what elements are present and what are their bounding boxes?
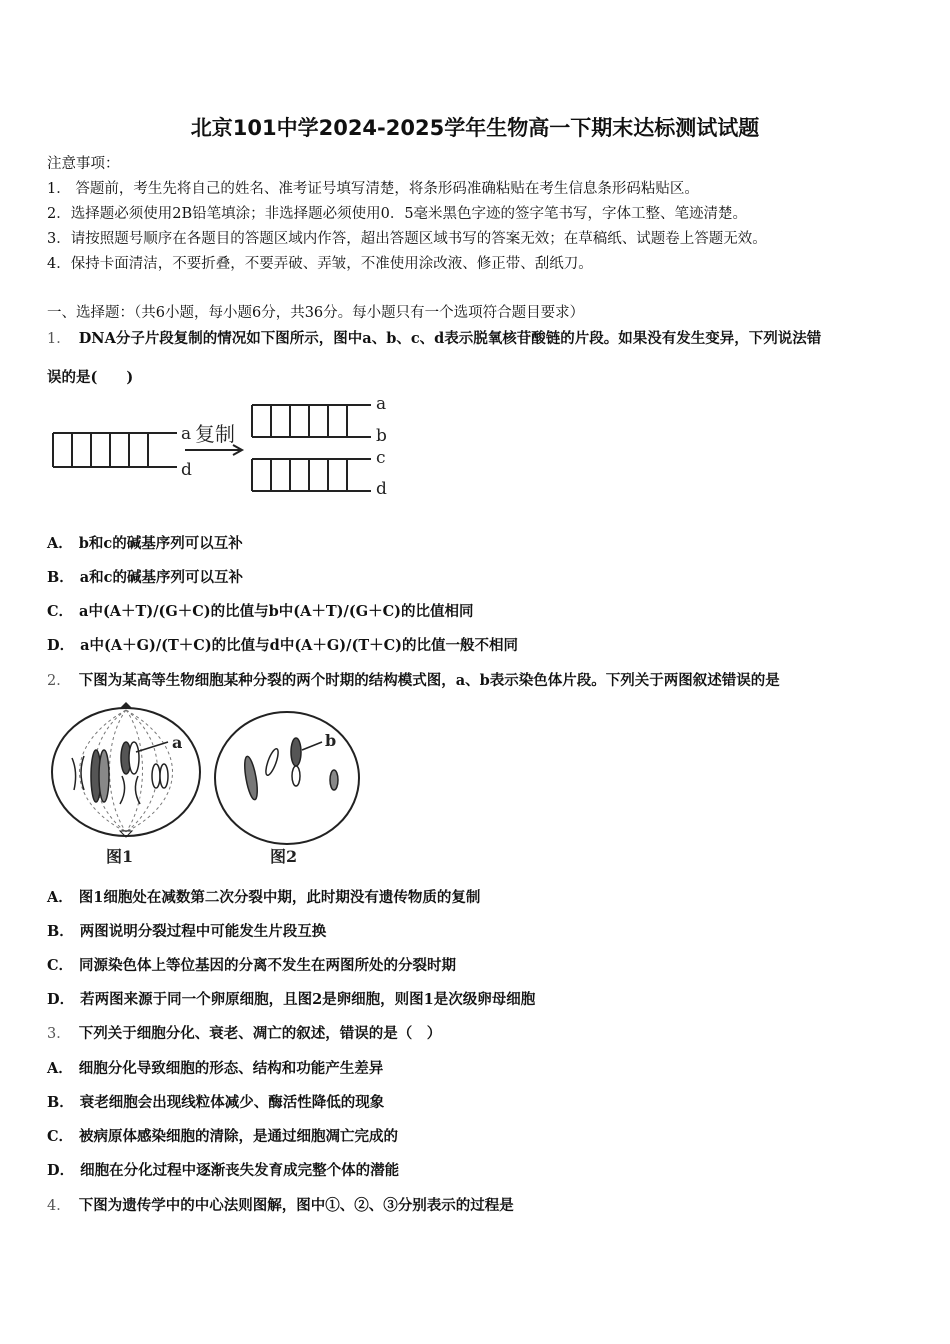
question-number: 2．: [47, 673, 71, 689]
strand-label: c: [376, 448, 386, 468]
strand-label: d: [376, 479, 387, 499]
figure-2-label: 图2: [270, 847, 298, 866]
question-2: [47, 669, 780, 690]
option-b[interactable]: B． a和c的碱基序列可以互补: [47, 569, 243, 586]
strand-label: d: [181, 460, 192, 480]
option-d[interactable]: D． a中(A＋G)/(T＋C)的比值与d中(A＋G)/(T＋C)的比值一般不相同: [47, 637, 519, 654]
question-4: [47, 1194, 514, 1215]
option-a[interactable]: A． 细胞分化导致细胞的形态、结构和功能产生差异: [47, 1060, 384, 1077]
question-1: [47, 327, 821, 348]
strand-label: a: [376, 394, 387, 414]
figure-1-label: 图1: [106, 847, 134, 866]
segment-label-a: a: [172, 733, 183, 752]
strand-label: b: [376, 426, 387, 446]
question-text: 下列关于细胞分化、衰老、凋亡的叙述，错误的是（ ）: [78, 1025, 442, 1042]
question-number: 3．: [47, 1026, 71, 1042]
segment-label-b: b: [325, 731, 337, 750]
option-a[interactable]: A． 图1细胞处在减数第二次分裂中期，此时期没有遗传物质的复制: [47, 889, 481, 906]
notice-heading: 注意事项：: [47, 156, 120, 172]
question-1-line2: 误的是( ): [47, 369, 134, 386]
option-c[interactable]: C． a中(A＋T)/(G＋C)的比值与b中(A＋T)/(G＋C)的比值相同: [47, 603, 474, 620]
page-title: 北京101中学2024-2025学年生物高一下期末达标测试试题: [190, 116, 760, 140]
question-text: 下图为遗传学中的中心法则图解，图中①、②、③分别表示的过程是: [78, 1197, 514, 1214]
replication-label: 复制: [195, 422, 235, 446]
notice-item: 1． 答题前，考生先将自己的姓名、准考证号填写清楚，将条形码准确粘贴在考生信息条形码粘贴区。: [47, 181, 699, 197]
option-c[interactable]: C． 被病原体感染细胞的清除，是通过细胞凋亡完成的: [47, 1128, 399, 1145]
notice-item: 4．保持卡面清洁，不要折叠，不要弄破、弄皱，不准使用涂改液、修正带、刮纸刀。: [47, 256, 593, 272]
strand-label: a: [181, 424, 192, 444]
option-d[interactable]: D． 若两图来源于同一个卵原细胞，且图2是卵细胞，则图1是次级卵母细胞: [47, 991, 536, 1008]
cell-division-figure: [44, 700, 374, 872]
notice-item: 2．选择题必须使用2B铅笔填涂；非选择题必须使用0．5毫米黑色字迹的签字笔书写，字体工整、笔迹清楚。: [47, 206, 748, 222]
section-heading: 一、选择题：（共6小题，每小题6分，共36分。每小题只有一个选项符合题目要求）: [47, 305, 585, 321]
option-b[interactable]: B． 两图说明分裂过程中可能发生片段互换: [47, 923, 327, 940]
option-d[interactable]: D． 细胞在分化过程中逐渐丧失发育成完整个体的潜能: [47, 1162, 400, 1179]
question-number: 4．: [47, 1198, 71, 1214]
notice-item: 3．请按照题号顺序在各题目的答题区域内作答，超出答题区域书写的答案无效；在草稿纸、试题卷上答题无效。: [47, 231, 767, 247]
question-3: [47, 1022, 441, 1043]
question-number: 1．: [47, 331, 71, 347]
dna-replication-figure: [45, 393, 395, 503]
question-text: DNA分子片段复制的情况如下图所示，图中a、b、c、d表示脱氧核苷酸链的片段。如果没有发生变异，下列说法错: [78, 330, 822, 347]
option-c[interactable]: C． 同源染色体上等位基因的分离不发生在两图所处的分裂时期: [47, 957, 457, 974]
question-text: 下图为某高等生物细胞某种分裂的两个时期的结构模式图，a、b表示染色体片段。下列关于两图叙述错误的是: [78, 672, 780, 689]
option-b[interactable]: B． 衰老细胞会出现线粒体减少、酶活性降低的现象: [47, 1094, 385, 1111]
option-a[interactable]: A． b和c的碱基序列可以互补: [47, 535, 243, 552]
